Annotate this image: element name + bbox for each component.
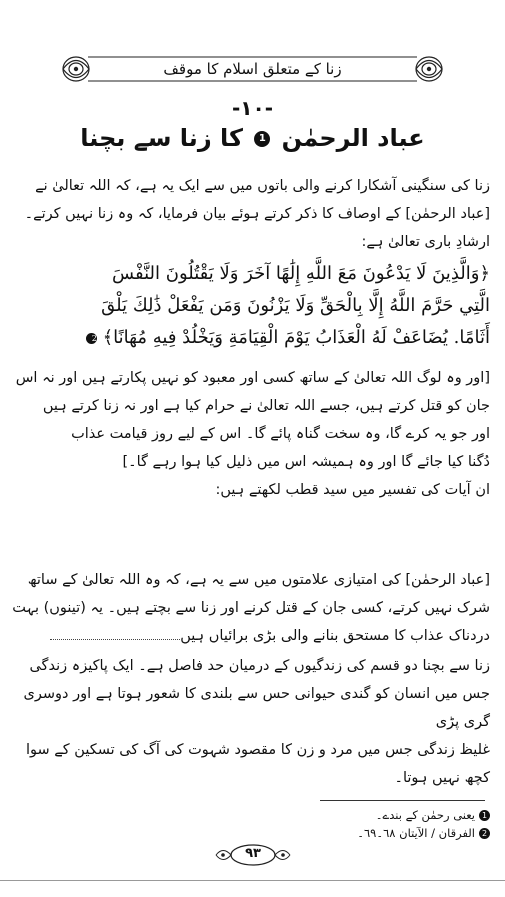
quran-verse-block [12,258,490,354]
quran-line: ﴿وَالَّذِينَ لَا يَدْعُونَ مَعَ اللَّهِ إِلَٰهًا آخَرَ وَلَا يَقْتُلُونَ النَّفْسَ [112,263,490,284]
text-line: جان کو قتل کرتے ہیں، جسے اللہ تعالیٰ نے حرام کیا ہے اور نہ زنا کرتے ہیں [42,398,490,414]
quran-line: أَثَامًا. يُضَاعَفْ لَهُ الْعَذَابُ يَوْمَ الْقِيَامَةِ وَيَخْلُدْ فِيهِ مُهَانًا﴾ [102,327,490,348]
quran-line-last [12,322,490,354]
quote-paragraph [12,566,490,650]
intro-paragraph [12,172,490,256]
text-line: [عباد الرحمٰن] کی امتیازی علامتوں میں سے یہ ہے، کہ وہ اللہ تعالیٰ کے ساتھ [27,572,490,588]
section-title-part2: کا زنا سے بچنا [80,124,243,152]
text-line: ان آیات کی تفسیر میں سید قطب لکھتے ہیں: [215,482,490,498]
footnote-separator [320,800,485,801]
text-line: اور جو یہ کرے گا، وہ سخت گناہ پائے گا۔ اس کے لیے روز قیامت عذاب [71,426,490,442]
text-line-with-leader [12,622,490,650]
text-line: زنا سے بچنا دو قسم کی زندگیوں کے درمیان حد فاصل ہے۔ ایک پاکیزہ زندگی [29,658,490,674]
text-line: زنا کی سنگینی آشکارا کرنے والی باتوں میں سے ایک یہ ہے، کہ اللہ تعالیٰ نے [35,178,490,194]
text-line: دُگنا کیا جائے گا اور وہ ہمیشہ اس میں ذلیل کیا ہوا رہے گا۔] [122,454,490,470]
footnote-ref-marker: 2 [86,333,97,344]
chapter-number: -١٠- [231,96,274,120]
page-number-badge [212,843,294,867]
text-line: جس میں انسان کو گندی حیوانی حس سے بلندی کا شعور ہوتا ہے اور دوسری گری پڑی [23,686,490,730]
footnotes [12,806,490,842]
footnote-item [12,806,490,824]
text-line: ارشادِ باری تعالیٰ ہے: [361,234,490,250]
text-line: [اور وہ لوگ اللہ تعالیٰ کے ساتھ کسی اور معبود کو نہیں پکارتے ہیں اور نہ اس [15,370,490,386]
quran-line: الَّتِي حَرَّمَ اللَّهُ إِلَّا بِالْحَقِّ وَلَا يَزْنُونَ وَمَن يَفْعَلْ ذَٰلِكَ يَلْقَ [101,295,490,316]
dotted-leader [50,639,180,640]
bottom-rule [0,880,505,881]
header-title: زنا کے متعلق اسلام کا موقف [163,60,342,78]
text-line: دردناک عذاب کا مستحق بنانے والی بڑی برائیاں ہیں [180,628,490,644]
text-line: [عباد الرحمٰن] کے اوصاف کا ذکر کرتے ہوئے بیان فرمایا، کہ وہ زنا نہیں کرتے۔ [24,206,490,222]
translation-paragraph [12,364,490,504]
footnote-number: 1 [479,810,490,821]
footnote-text: یعنی رحمٰن کے بندے۔ [375,808,475,822]
footnote-ref-marker: 1 [254,131,270,147]
section-title-part1: عباد الرحمٰن [281,124,425,152]
text-line: غلیظ زندگی جس میں مرد و زن کا مقصود شہوت کی آگ کی تسکین کے سوا کچھ نہیں ہوتا۔ [26,742,490,786]
text-line: شرک نہیں کرتے، کسی جان کے قتل کرنے اور زنا سے بچتے ہیں۔ یہ (تینوں) بہت [12,600,490,616]
page-number: ٩٣ [245,846,261,861]
running-header [60,52,445,86]
footnote-text: الفرقان / الآیتان ٦٨۔٦٩۔ [357,826,475,840]
footnote-item [12,824,490,842]
closing-paragraph [12,652,490,792]
footnote-number: 2 [479,828,490,839]
section-title [0,124,505,152]
